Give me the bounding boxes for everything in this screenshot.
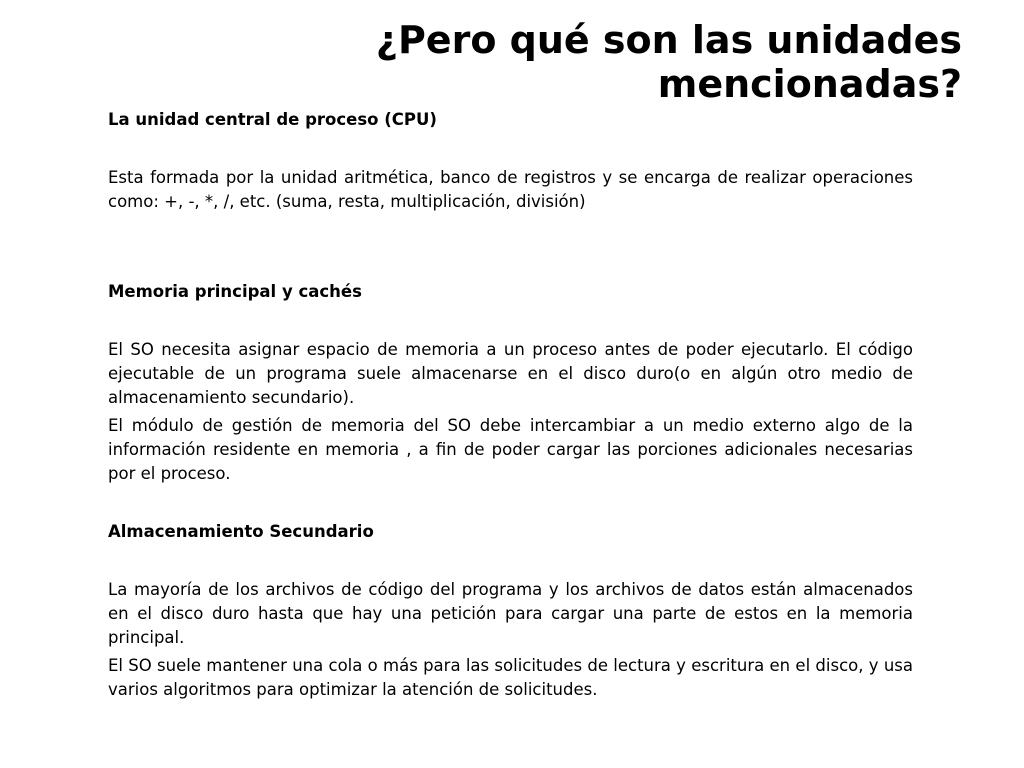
slide-title: ¿Pero qué son las unidades mencionadas? <box>375 18 962 106</box>
section-paragraph-cpu: Esta formada por la unidad aritmética, banco de registros y se encarga de realizar operaciones como: +, -, *, /, etc. (suma, resta, multiplicación, división) <box>108 168 913 211</box>
section-heading-memory: Memoria principal y cachés <box>108 282 362 301</box>
section-paragraph-storage-1: La mayoría de los archivos de código del programa y los archivos de datos están almacenados en el disco duro hasta que hay una petición para cargar una parte de estos en la memoria principal. <box>108 580 913 647</box>
section-heading-cpu: La unidad central de proceso (CPU) <box>108 110 437 129</box>
section-paragraph-storage-2: El SO suele mantener una cola o más para las solicitudes de lectura y escritura en el disco, y usa varios algoritmos para optimizar la atención de solicitudes. <box>108 656 913 699</box>
section-paragraph-memory-1: El SO necesita asignar espacio de memoria a un proceso antes de poder ejecutarlo. El código ejecutable de un programa suele almacenarse en el disco duro(o en algún otro medio de almacenamiento secundario). <box>108 340 913 407</box>
slide-body <box>108 108 913 702</box>
section-heading-storage: Almacenamiento Secundario <box>108 522 374 541</box>
section-paragraph-memory-2: El módulo de gestión de memoria del SO debe intercambiar a un medio externo algo de la información residente en memoria , a fin de poder cargar las porciones adicionales necesarias por el proceso. <box>108 416 913 483</box>
